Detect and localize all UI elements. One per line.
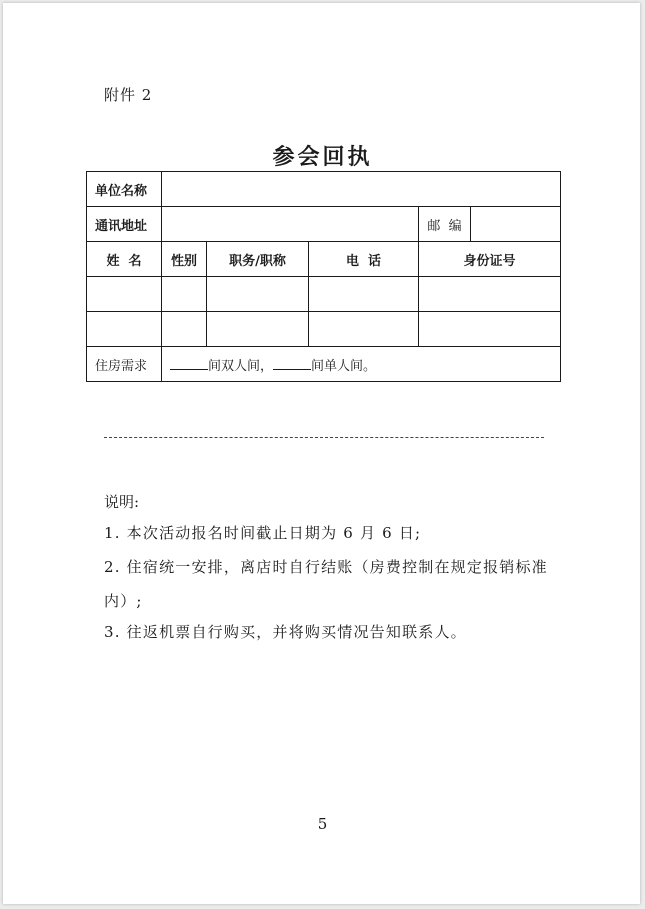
gender-cell[interactable] bbox=[162, 312, 207, 347]
name-cell[interactable] bbox=[87, 312, 162, 347]
id-number-cell[interactable] bbox=[419, 277, 561, 312]
postcode-field[interactable] bbox=[471, 207, 561, 242]
housing-field bbox=[162, 347, 561, 382]
page-title: 参会回执 bbox=[272, 144, 373, 170]
receipt-form-table bbox=[86, 171, 561, 382]
notes-heading: 说明: bbox=[104, 493, 140, 511]
double-room-blank[interactable] bbox=[170, 357, 208, 370]
table-header-row bbox=[87, 242, 561, 277]
document-page bbox=[3, 3, 640, 904]
single-room-text: 间单人间。 bbox=[311, 358, 377, 374]
header-id-number: 身份证号 bbox=[419, 242, 561, 277]
double-room-text: 间双人间， bbox=[208, 358, 274, 374]
housing-label: 住房需求 bbox=[87, 347, 162, 382]
title-cell[interactable] bbox=[207, 312, 309, 347]
phone-cell[interactable] bbox=[309, 312, 419, 347]
address-label: 通讯地址 bbox=[87, 207, 162, 242]
gender-cell[interactable] bbox=[162, 277, 207, 312]
header-phone: 电 话 bbox=[309, 242, 419, 277]
postcode-label: 邮 编 bbox=[419, 207, 471, 242]
unit-name-field[interactable] bbox=[162, 172, 561, 207]
address-field[interactable] bbox=[162, 207, 419, 242]
single-room-blank[interactable] bbox=[273, 357, 311, 370]
header-name: 姓 名 bbox=[87, 242, 162, 277]
header-title: 职务/职称 bbox=[207, 242, 309, 277]
annex-label: 附件 2 bbox=[104, 86, 153, 104]
cut-line-divider bbox=[104, 437, 544, 438]
table-row bbox=[87, 312, 561, 347]
table-row bbox=[87, 277, 561, 312]
table-row bbox=[87, 207, 561, 242]
table-row bbox=[87, 347, 561, 382]
note-item: 1. 本次活动报名时间截止日期为 6 月 6 日; bbox=[104, 524, 422, 542]
page-number: 5 bbox=[317, 815, 328, 833]
note-item: 2. 住宿统一安排，离店时自行结账（房费控制在规定报销标准内）; bbox=[104, 558, 548, 610]
note-item: 3. 往返机票自行购买，并将购买情况告知联系人。 bbox=[104, 623, 467, 641]
title-cell[interactable] bbox=[207, 277, 309, 312]
name-cell[interactable] bbox=[87, 277, 162, 312]
table-row bbox=[87, 172, 561, 207]
phone-cell[interactable] bbox=[309, 277, 419, 312]
header-gender: 性别 bbox=[162, 242, 207, 277]
id-number-cell[interactable] bbox=[419, 312, 561, 347]
unit-name-label: 单位名称 bbox=[87, 172, 162, 207]
